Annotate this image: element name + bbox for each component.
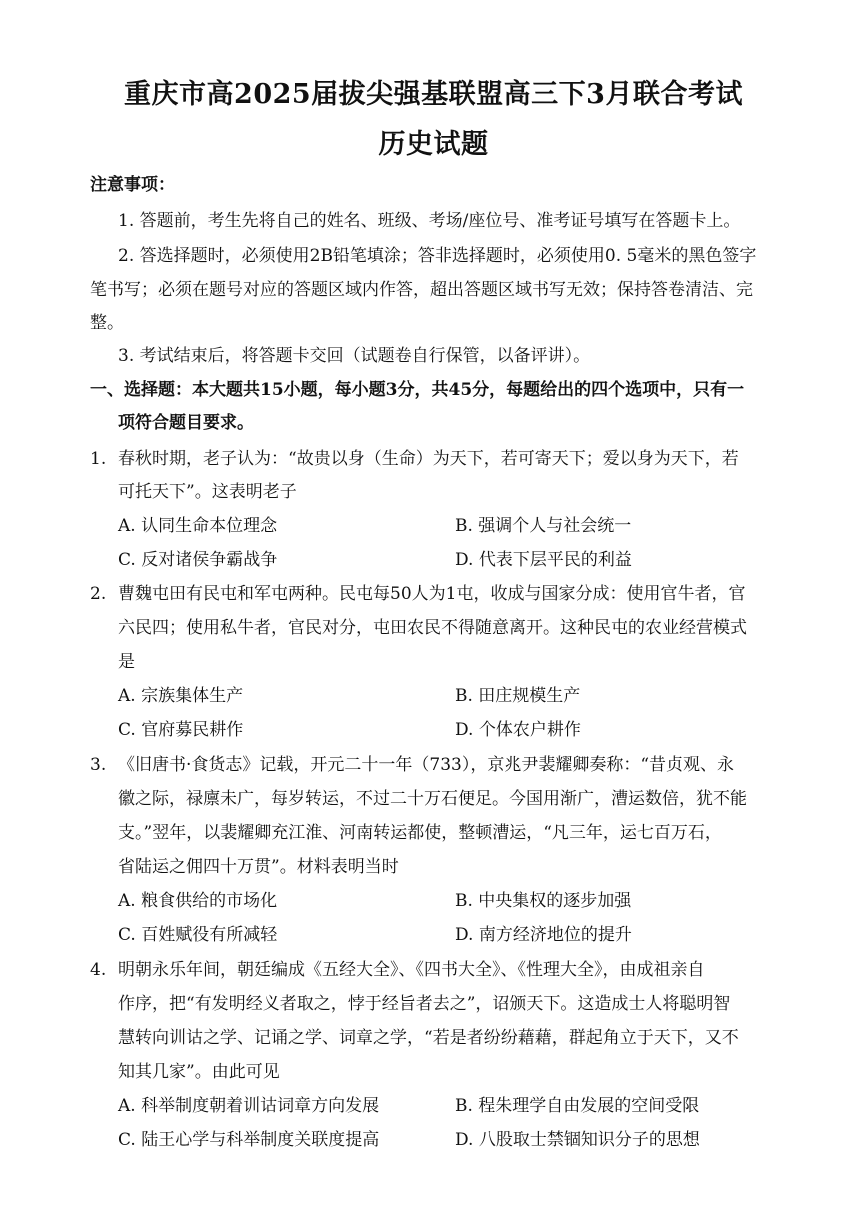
section-heading-line-2: 项符合题目要求。 (118, 413, 254, 433)
notice-item-2-line-2: 笔书写；必须在题号对应的答题区域内作答，超出答题区域书写无效；保持答卷清洁、完 (90, 280, 753, 300)
notice-heading: 注意事项： (90, 175, 175, 195)
question-4-line-3: 慧转向训诂之学、记诵之学、词章之学，“若是者纷纷藉藉，群起角立于天下，又不 (118, 1028, 739, 1048)
question-3-line-3: 支。”翌年，以裴耀卿充江淮、河南转运都使，整顿漕运，“凡三年，运七百万石， (118, 823, 722, 843)
question-2-option-b: B. 田庄规模生产 (455, 686, 581, 706)
notice-item-2-line-3: 整。 (90, 313, 124, 333)
question-1-option-a: A. 认同生命本位理念 (118, 516, 278, 536)
question-4-line-2: 作序，把“有发明经义者取之，悖于经旨者去之”，诏颁天下。这造成士人将聪明智 (118, 994, 731, 1014)
question-1-option-c: C. 反对诸侯争霸战争 (118, 550, 278, 570)
question-4-line-4: 知其几家”。由此可见 (118, 1062, 280, 1082)
question-2-option-d: D. 个体农户耕作 (455, 720, 581, 740)
notice-item-2-line-1: 2. 答选择题时，必须使用2B铅笔填涂；答非选择题时，必须使用0. 5毫米的黑色签字 (118, 246, 757, 266)
question-number: 4. (90, 960, 107, 980)
question-4-option-d: D. 八股取士禁锢知识分子的思想 (455, 1130, 700, 1150)
question-3-option-d: D. 南方经济地位的提升 (455, 925, 632, 945)
notice-item-3: 3. 考试结束后，将答题卡交回（试题卷自行保管，以备评讲）。 (118, 346, 591, 366)
question-3-option-b: B. 中央集权的逐步加强 (455, 891, 632, 911)
question-2-line-2: 六民四；使用私牛者，官民对分，屯田农民不得随意离开。这种民屯的农业经营模式 (118, 618, 747, 638)
question-number: 1. (90, 449, 107, 469)
question-1-option-b: B. 强调个人与社会统一 (455, 516, 632, 536)
question-2-option-a: A. 宗族集体生产 (118, 686, 244, 706)
section-heading-line-1: 一、选择题：本大题共15小题，每小题3分，共45分，每题给出的四个选项中，只有一 (90, 380, 745, 400)
question-4-line-1: 明朝永乐年间，朝廷编成《五经大全》、《四书大全》、《性理大全》，由成祖亲自 (118, 960, 705, 980)
question-1-line-2: 可托天下”。这表明老子 (118, 482, 297, 502)
question-3-option-a: A. 粮食供给的市场化 (118, 891, 278, 911)
notice-item-1: 1. 答题前，考生先将自己的姓名、班级、考场/座位号、准考证号填写在答题卡上。 (118, 211, 741, 231)
question-3-line-4: 省陆运之佣四十万贯”。材料表明当时 (118, 857, 399, 877)
question-2-option-c: C. 官府募民耕作 (118, 720, 244, 740)
exam-title: 重庆市高2025届拔尖强基联盟高三下3月联合考试 (124, 79, 743, 110)
exam-subtitle: 历史试题 (378, 129, 489, 160)
question-4-option-b: B. 程朱理学自由发展的空间受限 (455, 1096, 700, 1116)
question-3-option-c: C. 百姓赋役有所减轻 (118, 925, 278, 945)
question-1-line-1: 春秋时期，老子认为：“故贵以身（生命）为天下，若可寄天下；爱以身为天下，若 (118, 449, 739, 469)
question-number: 2. (90, 584, 107, 604)
question-4-option-c: C. 陆王心学与科举制度关联度提高 (118, 1130, 380, 1150)
question-2-line-1: 曹魏屯田有民屯和军屯两种。民屯每50人为1屯，收成与国家分成：使用官牛者，官 (118, 584, 746, 604)
question-3-line-1: 《旧唐书·食货志》记载，开元二十一年（733），京兆尹裴耀卿奏称：“昔贞观、永 (118, 755, 735, 775)
question-2-line-3: 是 (118, 652, 135, 672)
question-1-option-d: D. 代表下层平民的利益 (455, 550, 632, 570)
question-4-option-a: A. 科举制度朝着训诂词章方向发展 (118, 1096, 380, 1116)
question-3-line-2: 徽之际，禄廪未广，每岁转运，不过二十万石便足。今国用渐广，漕运数倍，犹不能 (118, 789, 747, 809)
question-number: 3. (90, 755, 107, 775)
